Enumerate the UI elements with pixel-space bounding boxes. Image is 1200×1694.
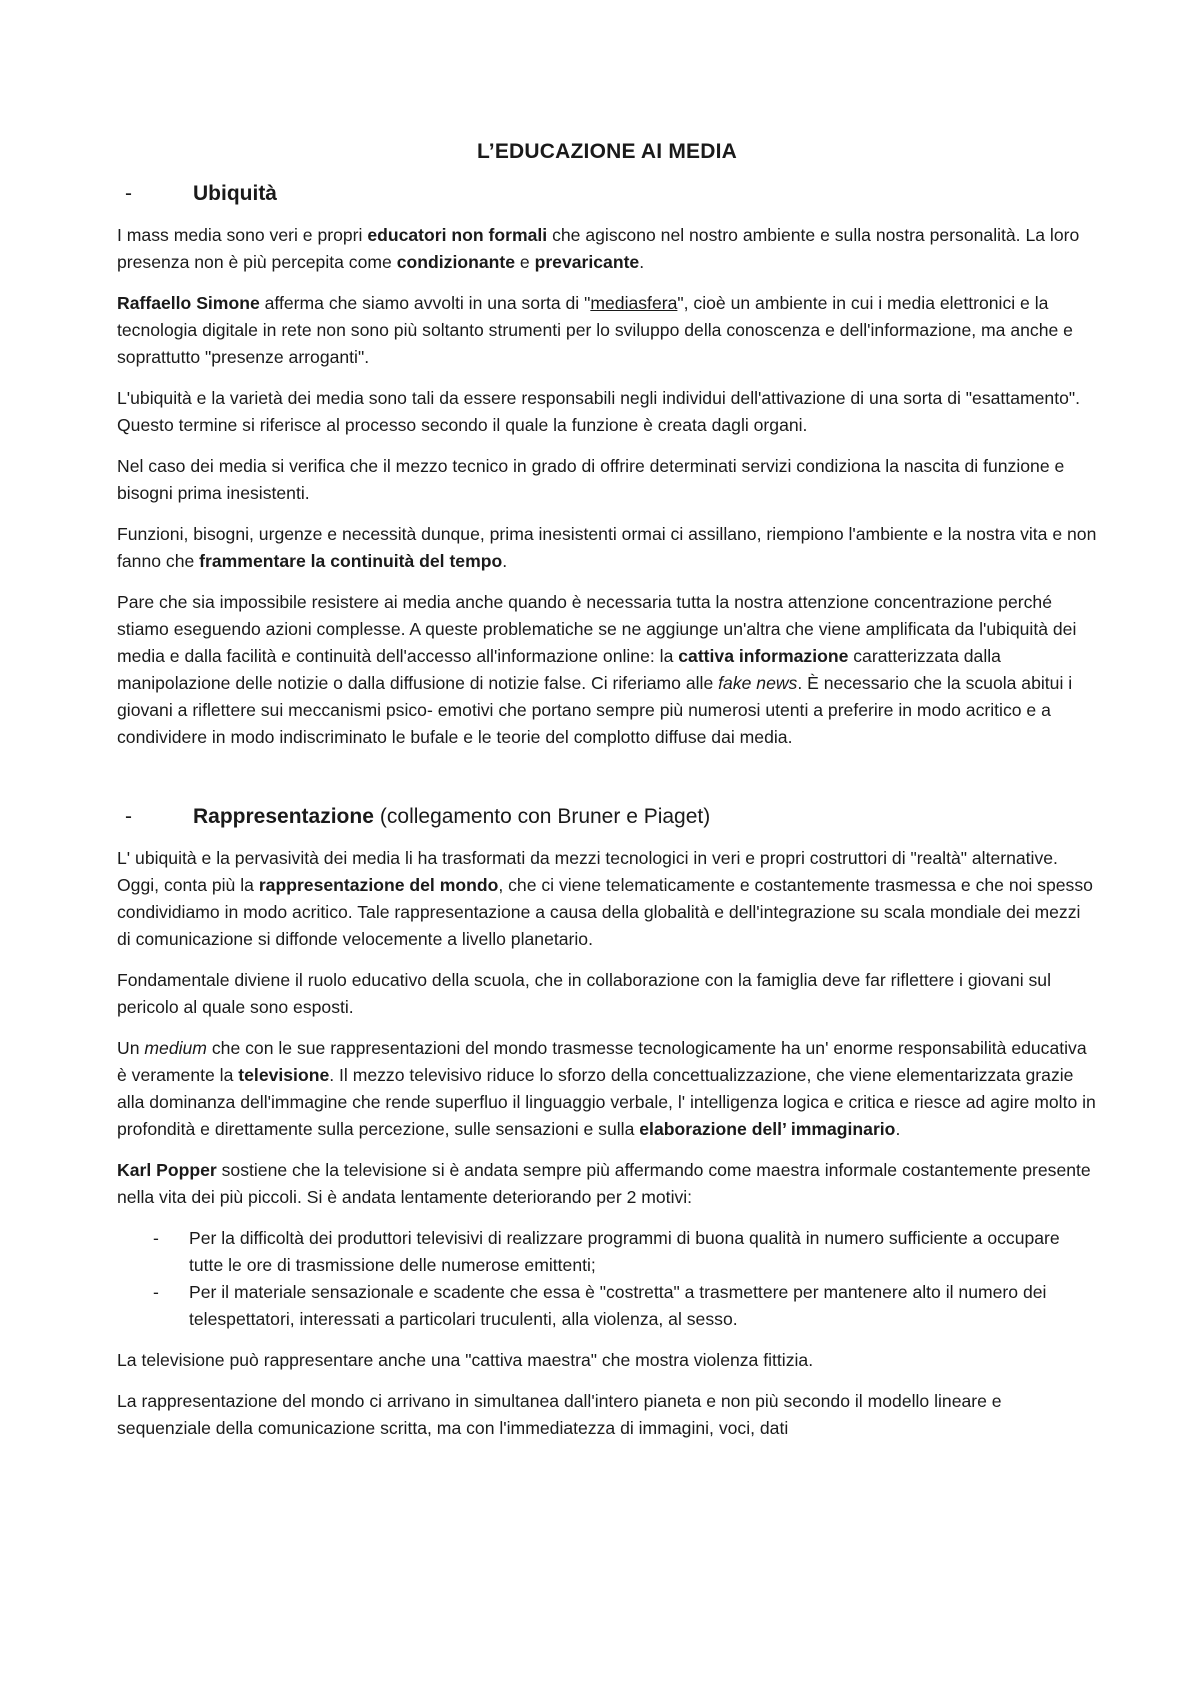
bold-text: televisione — [238, 1065, 330, 1085]
text-run: Funzioni, bisogni, urgenze e necessità dunque, prima inesistenti ormai ci assillano, riempiono l'ambiente e la nostra vita e non fanno che — [117, 524, 1097, 571]
text-run: sostiene che la televisione si è andata sempre più affermando come maestra informale costantemente presente nella vita dei più piccoli. Si è andata lentamente deteriorando per 2 motivi: — [117, 1160, 1091, 1207]
text-run: e — [515, 252, 535, 272]
heading-subtext: (collegamento con Bruner e Piaget) — [379, 805, 711, 828]
bold-text: frammentare la continuità del tempo — [199, 551, 503, 571]
bold-text: educatori non formali — [367, 225, 548, 245]
text-run: che agiscono nel nostro ambiente e sulla nostra personalità. La loro presenza non è più percepita come — [117, 225, 1080, 272]
paragraph — [117, 1035, 1097, 1143]
text-run: L' ubiquità e la pervasività dei media li ha trasformati da mezzi tecnologici in veri e propri costruttori di "realtà" alternative. Oggi, conta più la — [117, 848, 1058, 895]
underlined-text: mediasfera — [590, 293, 678, 313]
paragraph: La rappresentazione del mondo ci arrivano in simultanea dall'intero pianeta e non più secondo il modello lineare e sequenziale della comunicazione scritta, ma con l'immediatezza di immagini, voci, dati — [117, 1391, 1002, 1438]
paragraph — [117, 845, 1097, 953]
text-run: afferma che siamo avvolti in una sorta di " — [259, 293, 591, 313]
text-run: caratterizzata dalla manipolazione delle notizie o dalla diffusione di notizie false. Ci riferiamo alle — [117, 646, 1001, 693]
text-run: , che ci viene telematicamente e costantemente trasmessa e che noi spesso condividiamo in modo acritico. Tale rappresentazione a causa della globalità e dell'integrazione su scala mondiale dei mezzi di comunicazione si diffonde velocemente a livello planetario. — [117, 875, 1093, 949]
bullet-dash: - — [153, 1282, 159, 1302]
text-run: . Il mezzo televisivo riduce lo sforzo della concettualizzazione, che viene elementarizzata grazie alla dominanza dell'immagine che rende superfluo il linguaggio verbale, l' intelligenza logica e critica e riesce ad agire molto in profondità e direttamente sulla percezione, sulle sensazioni e sulla — [117, 1065, 1096, 1139]
paragraph: La televisione può rappresentare anche una "cattiva maestra" che mostra violenza fittizia. — [117, 1350, 814, 1370]
document-title: L’EDUCAZIONE AI MEDIA — [476, 140, 738, 163]
bold-text: Karl Popper — [117, 1160, 217, 1180]
bullet-list — [117, 1225, 1097, 1333]
bold-text: prevaricante — [534, 252, 640, 272]
paragraph — [117, 222, 1097, 276]
bold-text: Raffaello Simone — [117, 293, 260, 313]
text-run: . — [502, 551, 508, 571]
text-run: . È necessario che la scuola abitui i giovani a riflettere sui meccanismi psico- emotivi che portano sempre più numerosi utenti a preferire in modo acritico e a condividere in modo indiscriminato le bufale e le teorie del complotto diffuse dai media. — [117, 673, 1073, 747]
paragraph — [117, 1157, 1097, 1211]
paragraph — [117, 521, 1097, 575]
bullet-dash: - — [153, 1228, 159, 1248]
bullet-text: Per la difficoltà dei produttori televisivi di realizzare programmi di buona qualità in numero sufficiente a occupare tutte le ore di trasmissione delle numerose emittenti; — [189, 1228, 1060, 1275]
text-run: . — [895, 1119, 901, 1139]
heading-text: Ubiquità — [193, 182, 277, 205]
paragraph: Fondamentale diviene il ruolo educativo della scuola, che in collaborazione con la famiglia deve far riflettere i giovani sul pericolo al quale sono esposti. — [117, 970, 1051, 1017]
paragraph: L'ubiquità e la varietà dei media sono tali da essere responsabili negli individui dell'attivazione di una sorta di "esattamento". Questo termine si riferisce al processo secondo il quale la funzione è creata dagli organi. — [117, 388, 1081, 435]
text-run: I mass media sono veri e propri — [117, 225, 368, 245]
section-heading-ubiquita — [117, 182, 1097, 206]
bullet-text: Per il materiale sensazionale e scadente che essa è "costretta" a trasmettere per mantenere alto il numero dei telespettatori, interessati a particolari truculenti, alla violenza, al sesso. — [189, 1282, 1047, 1329]
heading-dash: - — [125, 182, 132, 205]
paragraph: Nel caso dei media si verifica che il mezzo tecnico in grado di offrire determinati servizi condiziona la nascita di funzione e bisogni prima inesistenti. — [117, 456, 1065, 503]
list-item — [117, 1279, 1097, 1333]
heading-dash: - — [125, 805, 132, 828]
text-run: che con le sue rappresentazioni del mondo trasmesse tecnologicamente ha un' enorme responsabilità educativa è veramente la — [117, 1038, 1087, 1085]
section-spacer — [117, 765, 1097, 805]
list-item — [117, 1225, 1097, 1279]
text-run: ", cioè un ambiente in cui i media elettronici e la tecnologia digitale in rete non sono più soltanto strumenti per lo sviluppo della conoscenza e dell'informazione, ma anche e soprattutto "presenze arroganti". — [117, 293, 1073, 367]
bold-text: rappresentazione del mondo — [258, 875, 499, 895]
italic-text: medium — [144, 1038, 207, 1058]
bold-text: cattiva informazione — [678, 646, 849, 666]
text-run: . — [639, 252, 645, 272]
paragraph — [117, 589, 1097, 751]
heading-text: Rappresentazione — [193, 805, 374, 828]
italic-text: fake news — [718, 673, 798, 693]
paragraph — [117, 290, 1097, 371]
section-heading-rappresentazione — [117, 805, 1097, 829]
document-page — [117, 140, 1097, 1456]
text-run: Un — [117, 1038, 145, 1058]
bold-text: elaborazione dell’ immaginario — [639, 1119, 896, 1139]
bold-text: condizionante — [396, 252, 516, 272]
text-run: Pare che sia impossibile resistere ai media anche quando è necessaria tutta la nostra attenzione concentrazione perché stiamo eseguendo azioni complesse. A queste problematiche se ne aggiunge un'altra che viene amplificata da l'ubiquità dei media e dalla facilità e continuità dell'accesso all'informazione online: la — [117, 592, 1077, 666]
